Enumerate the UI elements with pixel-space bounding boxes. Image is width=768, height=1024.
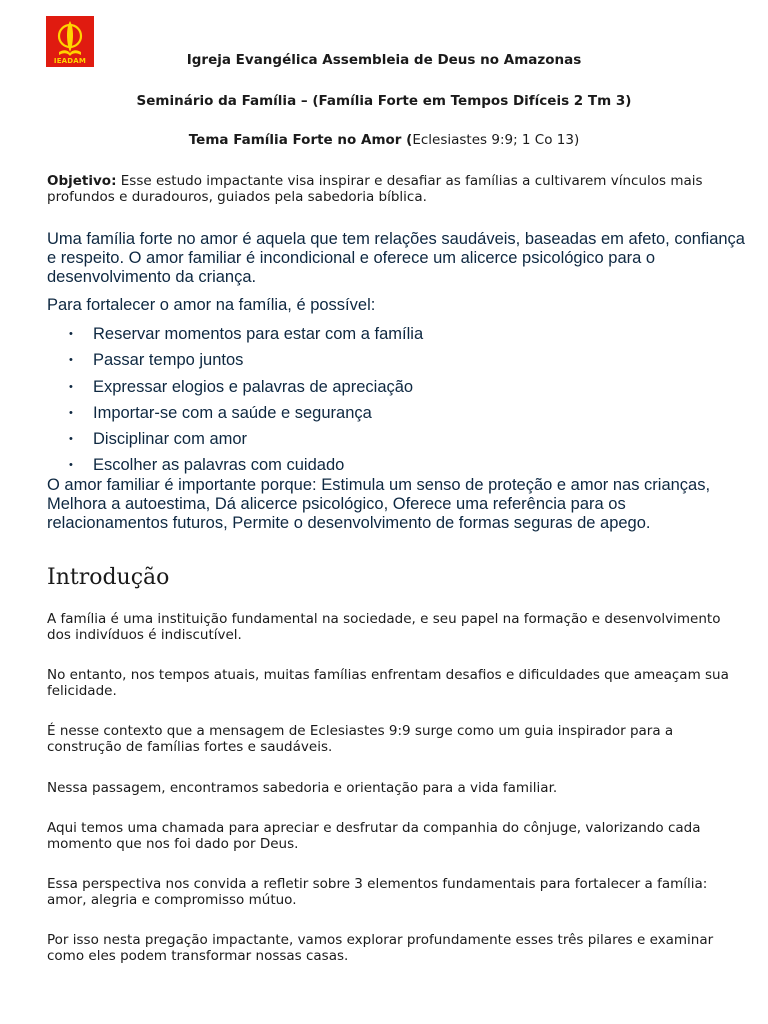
bullet-icon: • <box>69 433 73 446</box>
logo-text: IEADAM <box>53 57 87 65</box>
importance-paragraph: O amor familiar é importante porque: Estimula um senso de proteção e amor nas crianças, Melhora a autoestima, Dá alicerce psicológico, Oferece uma referência para os relacionamentos futuros, Permite o desenvolvimento de formas seguras de apego. <box>47 476 711 533</box>
list-item: • Passar tempo juntos <box>47 348 423 374</box>
intro-strong-family: Uma família forte no amor é aquela que tem relações saudáveis, baseadas em afeto, confiança e respeito. O amor familiar é incondicional e oferece um alicerce psicológico para o desenvolvimento da criança. <box>47 230 745 287</box>
intro-paragraph: É nesse contexto que a mensagem de Eclesiastes 9:9 surge como um guia inspirador para a construção de famílias fortes e saudáveis. <box>47 723 674 755</box>
bullet-icon: • <box>69 406 73 419</box>
introduction-heading: Introdução <box>47 565 170 590</box>
list-item: • Expressar elogios e palavras de apreciação <box>47 375 423 401</box>
list-item: • Disciplinar com amor <box>47 427 423 453</box>
theme-reference: Eclesiastes 9:9; 1 Co 13) <box>412 132 580 148</box>
list-item: • Importar-se com a saúde e segurança <box>47 401 423 427</box>
church-name: Igreja Evangélica Assembleia de Deus no Amazonas <box>186 52 582 68</box>
objective-paragraph <box>47 173 727 205</box>
intro-paragraph: Nessa passagem, encontramos sabedoria e orientação para a vida familiar. <box>47 780 558 796</box>
bullet-icon: • <box>69 354 73 367</box>
intro-paragraph: Aqui temos uma chamada para apreciar e desfrutar da companhia do cônjuge, valorizando cada momento que nos foi dado por Deus. <box>47 820 701 852</box>
theme-title: Tema Família Forte no Amor ( <box>188 132 413 148</box>
bullet-icon: • <box>69 459 73 472</box>
intro-paragraph: A família é uma instituição fundamental na sociedade, e seu papel na formação e desenvolvimento dos indivíduos é indiscutível. <box>47 611 721 643</box>
intro-paragraph: Por isso nesta pregação impactante, vamos explorar profundamente esses três pilares e examinar como eles podem transformar nossas casas. <box>47 932 714 964</box>
list-item: • Escolher as palavras com cuidado <box>47 453 423 479</box>
strengthen-list <box>47 322 423 480</box>
theme-line <box>0 132 768 148</box>
intro-paragraph: Essa perspectiva nos convida a refletir sobre 3 elementos fundamentais para fortalecer a família: amor, alegria e compromisso mútuo. <box>47 876 708 908</box>
objective-text: Esse estudo impactante visa inspirar e desafiar as famílias a cultivarem vínculos mais profundos e duradouros, guiados pela sabedoria bíblica. <box>47 173 703 205</box>
bullet-icon: • <box>69 380 73 393</box>
seminar-title: Seminário da Família – (Família Forte em Tempos Difíceis 2 Tm 3) <box>136 93 632 109</box>
intro-paragraph: No entanto, nos tempos atuais, muitas famílias enfrentam desafios e dificuldades que ameaçam sua felicidade. <box>47 667 729 699</box>
strengthen-lead: Para fortalecer o amor na família, é possível: <box>47 296 376 314</box>
objective-label: Objetivo: <box>47 173 117 189</box>
bullet-icon: • <box>69 328 73 340</box>
list-item: • Reservar momentos para estar com a família <box>47 322 423 348</box>
